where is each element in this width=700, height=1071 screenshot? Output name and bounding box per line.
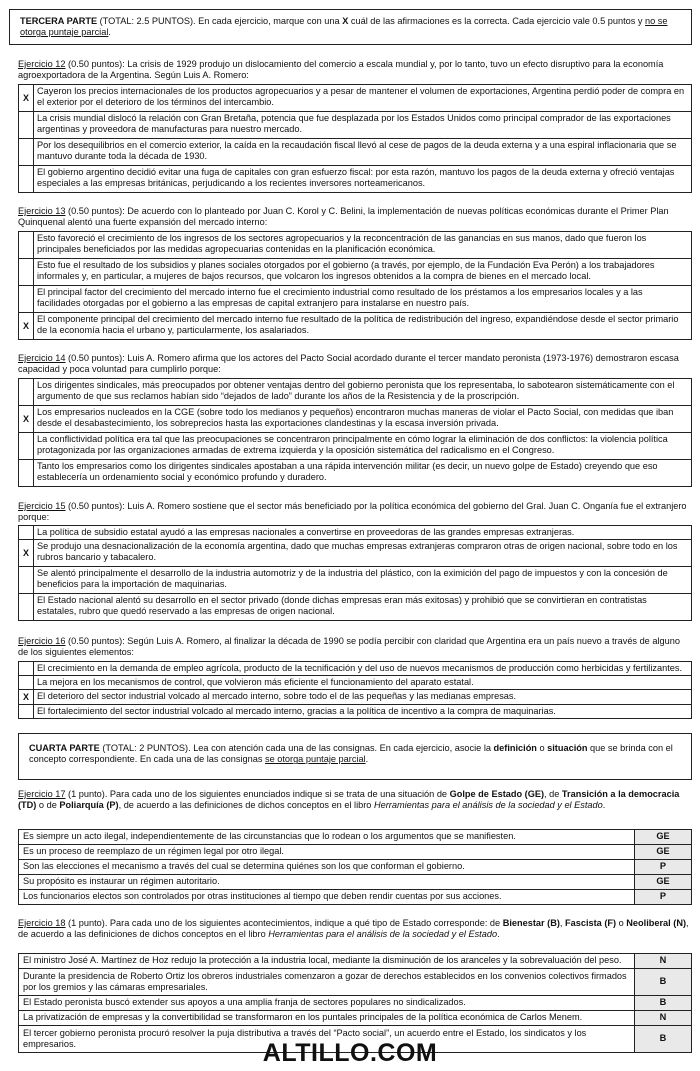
option-row[interactable] xyxy=(19,433,692,460)
ejercicio-13-prompt: Ejercicio 13 (0.50 puntos): De acuerdo con lo planteado por Juan C. Korol y C. Belini, la implementación de nuevas políticas económicas durante el Primer Plan Quinquenal alentó una fuerte expansión del mercado interno: xyxy=(18,206,669,228)
option-row[interactable] xyxy=(19,232,692,259)
option-row[interactable] xyxy=(19,690,692,704)
option-text: Se produjo una desnacionalización de la economía argentina, dado que muchas empresas extranjeras compraron otras de origen nacional, sobre todo en los rubros bancario y tabacalero. xyxy=(34,540,692,567)
option-text: El gobierno argentino decidió evitar una fuga de capitales con gran esfuerzo fiscal: por esta razón, mantuvo los pagos de la deuda externa y ofreció ventajas especiales a las empresas británicas, perjudicando a los recientes inversores norteamericanos. xyxy=(34,166,692,193)
option-row[interactable] xyxy=(19,286,692,313)
statement-text: Son las elecciones el mecanismo a través del cual se determina quiénes son los que conforman el gobierno. xyxy=(19,860,635,875)
ejercicio-15-prompt: Ejercicio 15 (0.50 puntos): Luis A. Romero sostiene que el sector más beneficiado por la política económica del gobierno del Gral. Juan C. Onganía fue el extranjero porque: xyxy=(18,501,687,523)
answer-mark[interactable] xyxy=(19,433,34,460)
statement-text: Los funcionarios electos son controlados por otras instituciones al tiempo que deben rendir cuentas por sus acciones. xyxy=(19,890,635,905)
answer-mark[interactable] xyxy=(19,259,34,286)
ejercicio-label: Ejercicio 12 xyxy=(18,59,66,69)
answer-mark[interactable] xyxy=(19,567,34,594)
option-row[interactable] xyxy=(19,313,692,340)
option-row[interactable] xyxy=(19,139,692,166)
answer-cell[interactable]: P xyxy=(635,890,692,905)
option-row[interactable] xyxy=(19,594,692,621)
option-row[interactable] xyxy=(19,662,692,676)
statement-row xyxy=(19,875,692,890)
ejercicio-label: Ejercicio 18 xyxy=(18,918,66,928)
ejercicio-label: Ejercicio 14 xyxy=(18,353,66,363)
answer-cell[interactable]: GE xyxy=(635,845,692,860)
answer-cell[interactable]: GE xyxy=(635,875,692,890)
option-row[interactable] xyxy=(19,526,692,540)
answer-mark[interactable]: X xyxy=(19,313,34,340)
option-text: Se alentó principalmente el desarrollo de la industria automotriz y de la industria del plástico, con la eximición del pago de impuestos y con la concesión de beneficios para la importación de maquinarias. xyxy=(34,567,692,594)
answer-mark[interactable]: X xyxy=(19,540,34,567)
answer-cell[interactable]: N xyxy=(635,1011,692,1026)
answer-mark[interactable] xyxy=(19,379,34,406)
option-text: La política de subsidio estatal ayudó a las empresas nacionales a convertirse en proveedoras de las grandes empresas extranjeras. xyxy=(34,526,692,540)
ejercicio-16-options xyxy=(18,661,692,719)
event-text: La privatización de empresas y la convertibilidad se transformaron en los puntales principales de la política económica de Carlos Menem. xyxy=(19,1011,635,1026)
answer-mark[interactable]: X xyxy=(19,85,34,112)
option-row[interactable] xyxy=(19,259,692,286)
option-row[interactable] xyxy=(19,112,692,139)
answer-mark[interactable] xyxy=(19,112,34,139)
option-text: El Estado nacional alentó su desarrollo en el sector privado (donde dichas empresas eran más exitosas) y prohibió que se convirtieran en contratistas estatales, rubro que quedó reservado a las empresas de origen nacional. xyxy=(34,594,692,621)
answer-cell[interactable]: B xyxy=(635,996,692,1011)
statement-text: Es siempre un acto ilegal, independientemente de las circunstancias que lo rodean o los argumentos que se manifiesten. xyxy=(19,830,635,845)
ejercicio-18-prompt: Ejercicio 18 (1 punto). Para cada uno de los siguientes acontecimientos, indique a qué tipo de Estado corresponde: de Bienestar (B), Fascista (F) o Neoliberal (N), de acuerdo a las definiciones de dichos conceptos en el libro Herramientas para el análisis de la sociedad y el Estado. xyxy=(18,918,689,940)
option-row[interactable] xyxy=(19,379,692,406)
event-row xyxy=(19,954,692,969)
answer-cell[interactable]: GE xyxy=(635,830,692,845)
option-text: El fortalecimiento del sector industrial volcado al mercado interno, gracias a la política de incentivo a la compra de maquinarias. xyxy=(34,704,692,718)
option-text: Por los desequilibrios en el comercio exterior, la caída en la recaudación fiscal llevó al cese de pagos de la deuda externa y a una espiral inflacionaria que se mantuvo durante toda la década de 1930. xyxy=(34,139,692,166)
answer-mark[interactable] xyxy=(19,232,34,259)
option-row[interactable] xyxy=(19,540,692,567)
ejercicio-12-prompt: Ejercicio 12 (0.50 puntos): La crisis de 1929 produjo un dislocamiento del comercio a escala mundial y, por lo tanto, tuvo un efecto disruptivo para la economía agroexportadora de la Argentina. Según Luis A. Romero: xyxy=(18,59,664,81)
option-text: La crisis mundial dislocó la relación con Gran Bretaña, potencia que fue desplazada por los Estados Unidos como principal comprador de las exportaciones argentinas y proveedora de manufacturas para nuestro mercado. xyxy=(34,112,692,139)
answer-mark[interactable] xyxy=(19,460,34,487)
event-text: El ministro José A. Martínez de Hoz redujo la protección a la industria local, mediante la disminución de los aranceles y la sobrevaluación del peso. xyxy=(19,954,635,969)
statement-row xyxy=(19,860,692,875)
answer-mark[interactable] xyxy=(19,662,34,676)
statement-text: Su propósito es instaurar un régimen autoritario. xyxy=(19,875,635,890)
option-text: Cayeron los precios internacionales de los productos agropecuarios y a pesar de mantener el volumen de exportaciones, Argentina perdió poder de compra en el exterior por el deterioro de los términos del intercambio. xyxy=(34,85,692,112)
cuarta-parte-box xyxy=(18,733,692,780)
tercera-parte-title: TERCERA PARTE xyxy=(20,16,98,26)
tercera-parte-instructions: TERCERA PARTE (TOTAL: 2.5 PUNTOS). En cada ejercicio, marque con una X cuál de las afirmaciones es la correcta. Cada ejercicio vale 0.5 puntos y no se otorga puntaje parcial. xyxy=(20,16,668,38)
option-text: Esto fue el resultado de los subsidios y planes sociales otorgados por el gobierno (a través, por ejemplo, de la Fundación Eva Perón) a los trabajadores informales y, en particular, a mujeres de bajos recursos, que volcaron los ingresos obtenidos a la compra de bienes en el mercado local. xyxy=(34,259,692,286)
ejercicio-17-prompt: Ejercicio 17 (1 punto). Para cada uno de los siguientes enunciados indique si se trata de una situación de Golpe de Estado (GE), de Transición a la democracia (TD) o de Poliarquía (P), de acuerdo a las definiciones de dichos conceptos en el libro Herramientas para el análisis de la sociedad y el Estado. xyxy=(18,789,680,811)
statement-row xyxy=(19,890,692,905)
answer-cell[interactable]: N xyxy=(635,954,692,969)
answer-mark[interactable] xyxy=(19,676,34,690)
ejercicio-16-prompt: Ejercicio 16 (0.50 puntos): Según Luis A. Romero, al finalizar la década de 1990 se podía percibir con claridad que Argentina era un país nuevo a través de alguno de los siguientes elementos: xyxy=(18,636,680,658)
answer-mark[interactable] xyxy=(19,286,34,313)
option-text: La mejora en los mecanismos de control, que volvieron más eficiente el funcionamiento del aparato estatal. xyxy=(34,676,692,690)
option-text: Tanto los empresarios como los dirigentes sindicales apostaban a una rápida intervención militar (es decir, un nuevo golpe de Estado) creyendo que eso establecería un ordenamiento social y económico profundo y duradero. xyxy=(34,460,692,487)
option-row[interactable] xyxy=(19,166,692,193)
option-text: El principal factor del crecimiento del mercado interno fue el crecimiento industrial como resultado de los préstamos a los empresarios locales y a las facilidades otorgadas por el gobierno a las empresas de capital extranjero para instalarse en nuestro país. xyxy=(34,286,692,313)
answer-mark[interactable]: X xyxy=(19,690,34,704)
answer-mark[interactable] xyxy=(19,594,34,621)
option-text: Los empresarios nucleados en la CGE (sobre todo los medianos y pequeños) encontraron muchas maneras de violar el Pacto Social, con medidas que iban desde el desabastecimiento, los sobreprecios hasta las exportaciones clandestinas y la escasa inversión privada. xyxy=(34,406,692,433)
option-row[interactable] xyxy=(19,460,692,487)
option-text: El deterioro del sector industrial volcado al mercado interno, sobre todo el de las pequeñas y las medianas empresas. xyxy=(34,690,692,704)
option-text: La conflictividad política era tal que las preocupaciones se concentraron principalmente en cómo lograr la eliminación de dos conflictos: la violencia política protagonizada por las organizaciones armadas de extrema izquierda y la oposición sistemática del radicalismo en el Congreso. xyxy=(34,433,692,460)
ejercicio-17-table xyxy=(18,829,692,905)
ejercicio-15-options xyxy=(18,525,692,621)
tercera-parte-box xyxy=(9,9,692,45)
event-row xyxy=(19,1011,692,1026)
cuarta-parte-instructions: CUARTA PARTE (TOTAL: 2 PUNTOS). Lea con atención cada una de las consignas. En cada ejercicio, asocie la definición o situación que se brinda con el concepto correspondiente. En cada una de las consignas se otorga puntaje parcial. xyxy=(29,743,673,765)
answer-cell[interactable]: P xyxy=(635,860,692,875)
option-text: El crecimiento en la demanda de empleo agrícola, producto de la tecnificación y del uso de nuevos mecanismos de producción como herbicidas y fertilizantes. xyxy=(34,662,692,676)
option-text: Esto favoreció el crecimiento de los ingresos de los sectores agropecuarios y la reconcentración de las ganancias en sus manos, dado que fueron los principales beneficiados por las medidas agropecuarias contenidas en la planificación económica. xyxy=(34,232,692,259)
ejercicio-14-options xyxy=(18,378,692,487)
statement-text: Es un proceso de reemplazo de un régimen legal por otro ilegal. xyxy=(19,845,635,860)
answer-mark[interactable] xyxy=(19,526,34,540)
altillo-watermark: ALTILLO.COM xyxy=(262,1039,438,1067)
event-row xyxy=(19,996,692,1011)
statement-row xyxy=(19,845,692,860)
ejercicio-label: Ejercicio 13 xyxy=(18,206,66,216)
cuarta-parte-title: CUARTA PARTE xyxy=(29,743,100,753)
answer-mark[interactable] xyxy=(19,139,34,166)
option-row[interactable] xyxy=(19,704,692,718)
statement-row xyxy=(19,830,692,845)
ejercicio-12-options xyxy=(18,84,692,193)
option-row[interactable] xyxy=(19,85,692,112)
option-row[interactable] xyxy=(19,406,692,433)
answer-mark[interactable] xyxy=(19,704,34,718)
ejercicio-label: Ejercicio 16 xyxy=(18,636,66,646)
option-text: El componente principal del crecimiento del mercado interno fue resultado de la política de redistribución del ingreso, expandiéndose desde el sector primario de la economía hacia el urbano y, particularmente, los asalariados. xyxy=(34,313,692,340)
option-row[interactable] xyxy=(19,676,692,690)
option-row[interactable] xyxy=(19,567,692,594)
answer-cell[interactable]: B xyxy=(635,1026,692,1053)
event-row xyxy=(19,969,692,996)
event-text: El Estado peronista buscó extender sus apoyos a una amplia franja de sectores populares no sindicalizados. xyxy=(19,996,635,1011)
option-text: Los dirigentes sindicales, más preocupados por obtener ventajas dentro del gobierno peronista que los representaba, lo sabotearon sistemáticamente con el argumento de que sus reclamos habían sido “dejados de lado” durante los años de la Resistencia y de la proscripción. xyxy=(34,379,692,406)
answer-mark[interactable] xyxy=(19,166,34,193)
event-text: El tercer gobierno peronista procuró resolver la puja distributiva a través del “Pacto social”, un acuerdo entre el Estado, los sindicatos y los empresarios. xyxy=(19,1026,635,1053)
answer-cell[interactable]: B xyxy=(635,969,692,996)
ejercicio-label: Ejercicio 15 xyxy=(18,501,66,511)
event-text: Durante la presidencia de Roberto Ortiz los obreros industriales comenzaron a gozar de derechos establecidos en los convenios colectivos firmados por los gremios y las cámaras empresariales. xyxy=(19,969,635,996)
ejercicio-label: Ejercicio 17 xyxy=(18,789,66,799)
answer-mark[interactable]: X xyxy=(19,406,34,433)
ejercicio-13-options xyxy=(18,231,692,340)
ejercicio-14-prompt: Ejercicio 14 (0.50 puntos): Luis A. Romero afirma que los actores del Pacto Social acordado durante el tercer mandato peronista (1973-1976) demostraron escasa capacidad y poca voluntad para cumplirlo porque: xyxy=(18,353,679,375)
